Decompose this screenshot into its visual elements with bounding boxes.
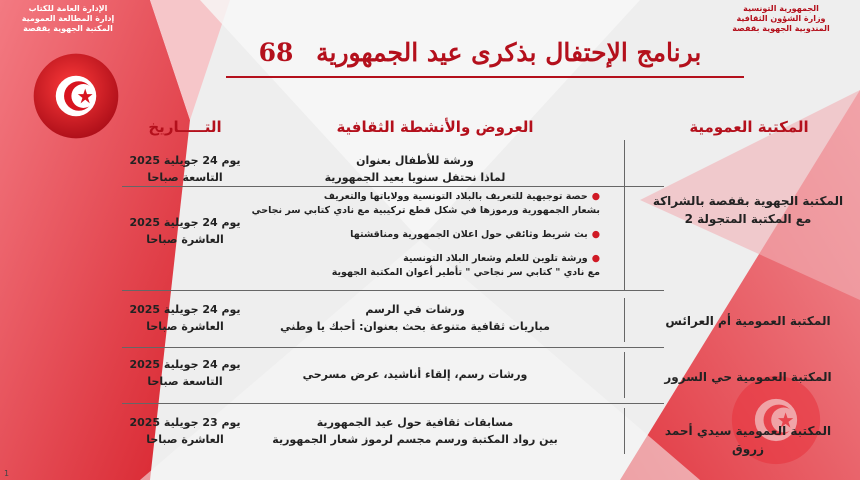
activity-line: مسابقات ثقافية حول عيد الجمهورية	[316, 416, 514, 429]
row-separator	[122, 290, 664, 291]
bullet-continuation: مع نادي " كتابي سر نجاحي " تأطير أعوان المكتبة الجهوية	[331, 267, 600, 278]
row-1-library: المكتبة الجهوية بقفصة بالشراكة مع المكتبة المتجولة 2	[652, 194, 844, 226]
column-divider	[624, 352, 625, 398]
row-3-activities	[250, 301, 580, 335]
row-4-date	[125, 356, 245, 390]
row-4-library: المكتبة العمومية حي السرور	[664, 370, 832, 384]
bullet-item: ●بث شريط وثائقي حول اعلان الجمهورية ومناقشتها	[350, 229, 600, 240]
row-5-date	[125, 414, 245, 448]
header-left-line: إدارة المطالعة العمومية	[21, 14, 115, 23]
row-2-activities	[250, 190, 600, 280]
row-1-activities	[250, 152, 580, 186]
title-number: 68	[258, 38, 294, 67]
column-divider	[624, 408, 625, 454]
date-line: يوم 23 جويلية 2025	[129, 416, 241, 429]
activity-line: ورشات رسم، إلقاء أناشيد، عرض مسرحي	[302, 368, 528, 381]
header-left-institution	[8, 4, 128, 34]
row-5-activities	[250, 414, 580, 448]
activity-line: مباريات ثقافية متنوعة بحث بعنوان: أحبك يا وطني	[280, 320, 550, 333]
row-5-library: المكتبة العمومية سيدي أحمد زروق	[664, 424, 832, 456]
header-right-line: الجمهورية التونسية	[743, 4, 819, 13]
column-divider	[624, 140, 625, 290]
row-separator	[122, 347, 664, 348]
bullet-item: ●ورشة تلوين للعلم وشعار البلاد التونسية	[403, 253, 600, 264]
header-left-line: الإدارة العامة للكتاب	[28, 4, 108, 13]
time-line: العاشرة صباحا	[146, 433, 224, 446]
time-line: التاسعة صباحا	[147, 375, 223, 388]
header-right-line: المندوبية الجهوية بقفصة	[732, 24, 830, 33]
row-3-date	[125, 301, 245, 335]
column-header-activities: العروض والأنشطة الثقافية	[336, 118, 534, 136]
bullet-item: ●حصة توجيهية للتعريف بالبلاد التونسية وولاياتها والتعريف	[323, 191, 600, 202]
bullet-icon: ●	[591, 253, 600, 264]
time-line: العاشرة صباحا	[146, 320, 224, 333]
activity-line: بين رواد المكتبة ورسم مجسم لرموز شعار الجمهورية	[272, 433, 558, 446]
activity-line: ورشة للأطفال بعنوان	[356, 154, 474, 167]
date-line: يوم 24 جويلية 2025	[129, 216, 241, 229]
header-right-institution	[716, 4, 846, 34]
header-left-line: المكتبة الجهوية بقفصة	[23, 24, 113, 33]
column-divider	[624, 298, 625, 342]
page-number: 1	[4, 469, 10, 478]
page-title	[220, 38, 740, 74]
row-1-date	[125, 152, 245, 186]
bullet-icon: ●	[591, 191, 600, 202]
title-text: برنامج الإحتفال بذكرى عيد الجمهورية	[316, 38, 702, 67]
date-line: يوم 24 جويلية 2025	[129, 358, 241, 371]
activity-line: ورشات في الرسم	[365, 303, 465, 316]
row-separator	[122, 403, 664, 404]
row-4-activities	[250, 366, 580, 383]
bullet-icon: ●	[591, 229, 600, 240]
date-line: يوم 24 جويلية 2025	[129, 154, 241, 167]
time-line: التاسعة صباحا	[147, 171, 223, 184]
bullet-continuation: بشعار الجمهورية ورموزها في شكل قطع تركيبية مع نادي كتابي سر نجاحي	[251, 205, 600, 216]
header-right-line: وزارة الشؤون الثقافية	[736, 14, 826, 23]
time-line: العاشرة صباحا	[146, 233, 224, 246]
date-line: يوم 24 جويلية 2025	[129, 303, 241, 316]
column-header-date: التـــــاريخ	[148, 118, 222, 136]
row-2-date	[125, 214, 245, 248]
row-3-library: المكتبة العمومية أم العرائس	[665, 314, 831, 328]
row-separator	[122, 186, 664, 187]
tunisia-flag-emblem	[30, 50, 122, 142]
column-header-library: المكتبة العمومية	[689, 118, 809, 136]
activity-line: لماذا نحتفل سنويا بعيد الجمهورية	[324, 171, 506, 184]
title-underline	[226, 76, 744, 78]
